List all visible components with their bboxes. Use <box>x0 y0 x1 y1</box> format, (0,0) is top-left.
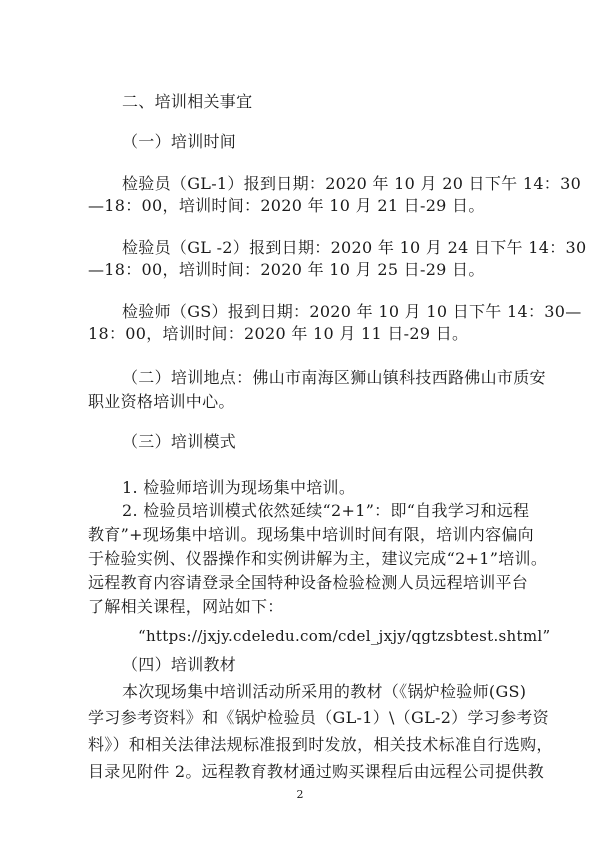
paragraph-line: 18：00，培训时间：2020 年 10 月 11 日-29 日。 <box>88 324 469 343</box>
subsection-heading-location: （二）培训地点：佛山市南海区狮山镇科技西路佛山市质安 <box>122 368 546 387</box>
paragraph-line: —18：00，培训时间：2020 年 10 月 25 日-29 日。 <box>88 260 485 279</box>
website-url: “https://jxjy.cdeledu.com/cdel_jxjy/qgtzsbtest.shtml” <box>138 627 551 645</box>
paragraph-line: 本次现场集中培训活动所采用的教材（《锅炉检验师(GS) <box>122 682 527 701</box>
section-heading: 二、培训相关事宜 <box>122 92 253 111</box>
subsection-heading-materials: （四）培训教材 <box>122 655 237 674</box>
paragraph-line: 1. 检验师培训为现场集中培训。 <box>122 478 356 497</box>
paragraph-line: 料》）和相关法律法规标准报到时发放，相关技术标准自行选购， <box>88 735 553 754</box>
paragraph-line: 检验员（GL -2）报到日期：2020 年 10 月 24 日下午 14：30 <box>122 238 587 257</box>
paragraph-line: 远程教育内容请登录全国特种设备检验检测人员远程培训平台 <box>88 573 529 592</box>
paragraph-line: 2. 检验员培训模式依然延续“2+1”：即“自我学习和远程 <box>122 501 530 520</box>
paragraph-line: 检验员（GL-1）报到日期：2020 年 10 月 20 日下午 14：30 <box>122 174 582 193</box>
paragraph-line: 学习参考资料》和《锅炉检验员（GL-1）\（GL-2）学习参考资 <box>88 708 549 727</box>
paragraph-line: 职业资格培训中心。 <box>88 392 235 411</box>
paragraph-line: 于检验实例、仪器操作和实例讲解为主，建议完成“2+1”培训。 <box>88 549 548 568</box>
subsection-heading-mode: （三）培训模式 <box>122 432 237 451</box>
paragraph-line: 了解相关课程，网站如下： <box>88 597 284 616</box>
paragraph-line: 教育”+现场集中培训。现场集中培训时间有限，培训内容偏向 <box>88 525 534 544</box>
page-number: 2 <box>296 788 304 801</box>
paragraph-line: 目录见附件 2。远程教育教材通过购买课程后由远程公司提供教 <box>88 762 544 781</box>
subsection-heading-time: （一）培训时间 <box>122 132 237 151</box>
paragraph-line: 检验师（GS）报到日期：2020 年 10 月 10 日下午 14：30— <box>122 302 582 321</box>
paragraph-line: —18：00，培训时间：2020 年 10 月 21 日-29 日。 <box>88 196 485 215</box>
